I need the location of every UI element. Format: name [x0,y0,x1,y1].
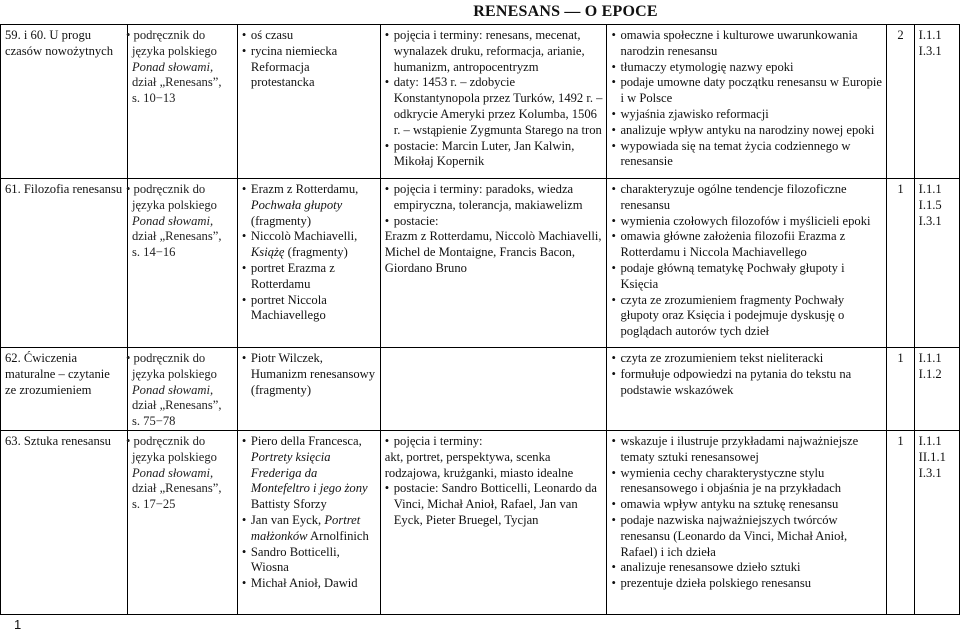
texts-cell [237,179,380,348]
hours-cell [887,430,914,614]
list-item: • postacie: Sandro Botticelli, Leonardo da Vinci, Michał Anioł, Rafael, Jan van Eyck, Pieter Bruegel, Tycjan [385,481,603,528]
hours-value: 1 [897,182,904,196]
source-line: dział „Renesans”, [131,229,222,244]
source-line: dział „Renesans”, [131,398,222,413]
source-line: dział „Renesans”, [131,75,222,90]
code-item: I.3.1 [918,213,942,228]
source-cell [127,25,237,179]
lesson-plan-table [0,24,960,615]
code-item: I.1.1 [918,351,942,365]
list-item: • tłumaczy etymologię nazwy epoki [611,60,882,76]
content-line: akt, portret, perspektywa, scenka rodzajowa, krużganki, miasto idealne [384,449,574,480]
list-item: • portret Erazma z Rotterdamu [242,261,376,293]
list-item: • omawia wpływ antyku na sztukę renesansu [611,497,882,513]
table-row [1,348,960,431]
list-item: • rycina niemiecka Reformacja protestancka [242,44,376,91]
code-item: I.3.1 [918,43,942,58]
source-line: Ponad słowami, [131,59,214,74]
list-item: • czyta ze zrozumieniem fragmenty Pochwały głupoty oraz Księcia i podejmuje dyskusję o poglądach autorów tych dzieł [611,293,882,340]
source-line: • podręcznik do języka polskiego [125,182,217,212]
content-cell [380,25,607,179]
code-item: I.1.1 [918,433,942,448]
list-item: • pojęcia i terminy: renesans, mecenat, wynalazek druku, reformacja, arianie, humanizm, antropocentryzm [385,28,603,75]
list-item: • omawia główne założenia filozofii Erazma z Rotterdamu i Niccola Machiavellego [611,229,882,261]
list-item: • Sandro Botticelli, Wiosna [242,545,376,577]
hours-cell [887,179,914,348]
lesson-title-cell [1,430,128,614]
texts-cell [237,25,380,179]
source-line: s. 75−78 [131,414,176,429]
table-row [1,25,960,179]
code-item: I.1.5 [918,197,942,212]
list-item: • Piero della Francesca, Portrety księcia Frederiga da Montefeltro i jego żony Battisty Sforzy [242,434,376,513]
source-line: Ponad słowami, [131,465,214,480]
code-item: II.1.1 [918,449,946,464]
page-number: 1 [14,617,22,632]
list-item: • Niccolò Machiavelli, Książę (fragmenty) [242,229,376,261]
code-item: I.1.2 [918,366,942,381]
source-cell [127,348,237,431]
lesson-title: 63. Sztuka renesansu [5,433,111,448]
code-item: I.3.1 [918,465,942,480]
goals-cell [607,348,887,431]
list-item: • podaje nazwiska najważniejszych twórców renesansu (Leonardo da Vinci, Michał Anioł, Rafael) i ich dzieła [611,513,882,560]
list-item: • czyta ze zrozumieniem tekst nieliteracki [611,351,882,367]
content-cell [380,179,607,348]
lesson-title-cell [1,25,128,179]
codes-cell [914,179,959,348]
list-item: • podaje umowne daty początku renesansu w Europie i w Polsce [611,75,882,107]
list-item: • wskazuje i ilustruje przykładami najważniejsze tematy sztuki renesansowej [611,434,882,466]
source-line: dział „Renesans”, [131,481,222,496]
codes-cell [914,25,959,179]
table-row [1,179,960,348]
hours-cell [887,348,914,431]
source-line: Ponad słowami, [131,382,214,397]
source-cell [127,179,237,348]
list-item: • wymienia czołowych filozofów i myślicieli epoki [611,214,882,230]
lesson-title: 62. Ćwiczenia maturalne – czytanie ze zrozumieniem [5,351,110,397]
hours-cell [887,25,914,179]
list-item: • omawia społeczne i kulturowe uwarunkowania narodzin renesansu [611,28,882,60]
list-item: • charakteryzuje ogólne tendencje filozoficzne renesansu [611,182,882,214]
code-item: I.1.1 [918,182,942,196]
list-item: • Erazm z Rotterdamu, Pochwała głupoty (fragmenty) [242,182,376,229]
lesson-title: 61. Filozofia renesansu [5,182,123,196]
list-item: • postacie: [385,214,603,230]
list-item: • prezentuje dzieła polskiego renesansu [611,576,882,592]
list-item: • Jan van Eyck, Portret małżonków Arnolfinich [242,513,376,545]
source-cell [127,430,237,614]
list-item: • analizuje renesansowe dzieło sztuki [611,560,882,576]
list-item: • wypowiada się na temat życia codziennego w renesansie [611,139,882,171]
list-item: • portret Niccola Machiavellego [242,293,376,325]
source-line: • podręcznik do języka polskiego [125,351,217,381]
texts-cell [237,348,380,431]
source-line: • podręcznik do języka polskiego [125,28,217,58]
source-line: Ponad słowami, [131,213,214,228]
codes-cell [914,348,959,431]
source-line: s. 14−16 [131,245,176,260]
list-item: • wymienia cechy charakterystyczne stylu renesansowego i objaśnia je na przykładach [611,466,882,498]
list-item: • pojęcia i terminy: paradoks, wiedza empiryczna, tolerancja, makiawelizm [385,182,603,214]
list-item: • podaje główną tematykę Pochwały głupoty i Księcia [611,261,882,293]
list-item: • wyjaśnia zjawisko reformacji [611,107,882,123]
lesson-title-cell [1,179,128,348]
source-line: • podręcznik do języka polskiego [125,433,217,464]
goals-cell [607,25,887,179]
section-header: RENESANS — O EPOCE [473,3,658,20]
content-cell [380,430,607,614]
list-item: • Piotr Wilczek, Humanizm renesansowy (fragmenty) [242,351,376,398]
texts-cell [237,430,380,614]
content-cell [380,348,607,431]
goals-cell [607,179,887,348]
lesson-title: 59. i 60. U progu czasów nowożytnych [5,28,114,58]
source-line: s. 10−13 [131,91,176,106]
code-item: I.1.1 [918,28,942,42]
hours-value: 1 [897,433,904,448]
list-item: • postacie: Marcin Luter, Jan Kalwin, Mikołaj Kopernik [385,139,603,171]
list-item: • pojęcia i terminy: [385,434,603,450]
hours-value: 2 [897,28,904,42]
list-item: • oś czasu [242,28,376,44]
source-line: s. 17−25 [131,497,176,512]
table-row [1,430,960,614]
list-item: • daty: 1453 r. – zdobycie Konstantynopola przez Turków, 1492 r. – odkrycie Ameryki przez Kolumba, 1506 r. – wstąpienie Zygmunta Starego na tron [385,75,603,138]
hours-value: 1 [897,351,904,365]
lesson-title-cell [1,348,128,431]
codes-cell [914,430,959,614]
list-item: • analizuje wpływ antyku na narodziny nowej epoki [611,123,882,139]
list-item: • formułuje odpowiedzi na pytania do tekstu na podstawie wskazówek [611,367,882,399]
content-line: Erazm z Rotterdamu, Niccolò Machiavelli, Michel de Montaigne, Francis Bacon, Giordano Bruno [384,229,602,275]
list-item: • Michał Anioł, Dawid [242,576,376,592]
goals-cell [607,430,887,614]
